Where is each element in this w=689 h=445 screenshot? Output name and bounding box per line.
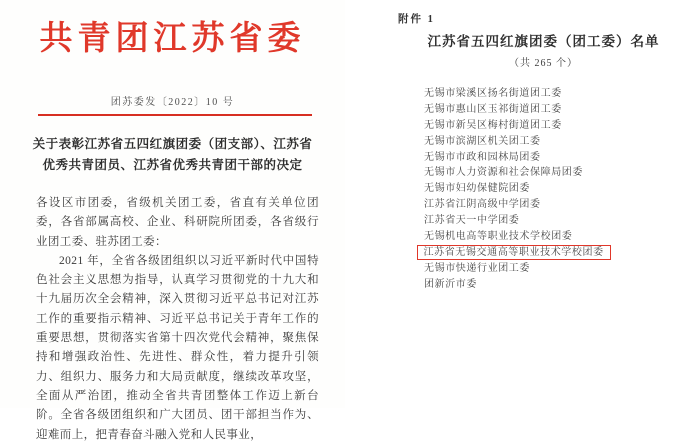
list-item: 无锡市妇幼保健院团委 xyxy=(424,183,530,195)
list-item: 无锡机电高等职业技术学校团委 xyxy=(424,231,573,243)
list-count: （共 265 个） xyxy=(509,58,578,69)
body-paragraph: 2021 年，全省各级团组织以习近平新时代中国特色社会主义思想为指导，认真学习贯彻党的十九大和十九届历次全会精神，深入贯彻习近平总书记对江苏工作的重要指示精神、习近平总书记关于青年工作的重要思想，贯彻落实省第十四次党代会精神，聚焦保持和增强政治性、先进性、群众性，着力提升引领力、组织力、服务力和大局贡献度，继续改革攻坚，全面从严治团，推动全省共青团整体工作迈上新台阶。全省各级团组织和广大团员、团干部担当作为、迎难而上，把青春奋斗融入党和人民事业， xyxy=(36,254,319,441)
list-item: 无锡市市政和园林局团委 xyxy=(424,151,541,163)
list-item: 江苏省江阴高级中学团委 xyxy=(424,199,541,211)
attachment-label: 附件 1 xyxy=(398,14,435,25)
document-title-line1: 关于表彰江苏省五四红旗团委（团支部）、江苏省 xyxy=(32,137,313,151)
document-body xyxy=(36,194,319,445)
list-item: 无锡市惠山区玉祁街道团工委 xyxy=(424,103,562,115)
document-title-line2: 优秀共青团员、江苏省优秀共青团干部的决定 xyxy=(42,158,303,172)
letterhead-title: 共青团江苏省委 xyxy=(39,21,306,57)
document-title xyxy=(20,134,325,176)
red-highlight-box: 江苏省无锡交通高等职业技术学校团委 xyxy=(417,245,611,260)
list-item: 无锡市快递行业团工委 xyxy=(424,262,530,274)
letterhead-divider xyxy=(38,114,312,116)
list-item: 江苏省天一中学团委 xyxy=(424,215,520,227)
document-number: 团苏委发〔2022〕10 号 xyxy=(110,97,235,108)
page-attachment-list xyxy=(345,0,689,408)
list-title: 江苏省五四红旗团委（团工委）名单 xyxy=(427,34,660,49)
list-item: 无锡市滨湖区机关团工委 xyxy=(424,135,541,147)
list-item: 无锡市梁溪区扬名街道团工委 xyxy=(424,88,562,99)
list-item: 无锡市人力资源和社会保障局团委 xyxy=(424,167,583,179)
salutation-paragraph: 各设区市团委，省级机关团工委，省直有关单位团委，各省部属高校、企业、科研院所团委，各省级行业团工委、驻苏团工委： xyxy=(36,197,319,248)
page-decision-document xyxy=(0,0,345,441)
list-item-highlighted xyxy=(424,245,611,261)
list-item: 团新沂市委 xyxy=(424,278,477,290)
list-item: 无锡市新吴区梅村街道团工委 xyxy=(424,119,562,131)
award-list xyxy=(424,86,611,293)
